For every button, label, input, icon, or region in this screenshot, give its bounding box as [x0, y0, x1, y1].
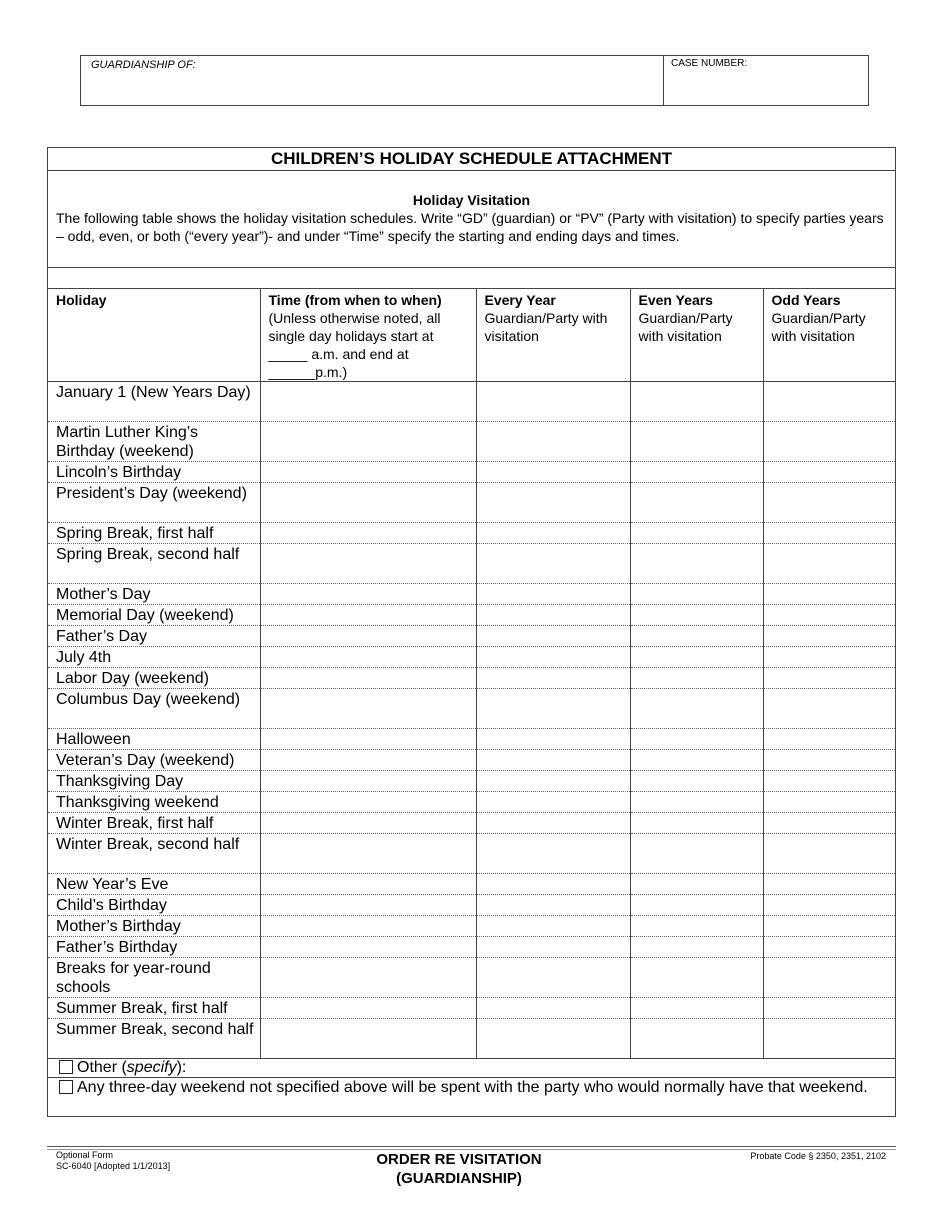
time-cell[interactable]: [260, 916, 476, 937]
holiday-label: Child’s Birthday: [48, 895, 260, 916]
odd-years-cell[interactable]: [763, 729, 895, 750]
every-year-cell[interactable]: [476, 668, 630, 689]
even-years-cell[interactable]: [630, 916, 763, 937]
table-row: [48, 1019, 895, 1059]
every-year-cell[interactable]: [476, 916, 630, 937]
odd-years-cell[interactable]: [763, 895, 895, 916]
even-years-cell[interactable]: [630, 813, 763, 834]
time-cell[interactable]: [260, 1019, 476, 1059]
even-years-cell[interactable]: [630, 689, 763, 729]
every-year-cell[interactable]: [476, 523, 630, 544]
even-years-cell[interactable]: [630, 382, 763, 422]
time-cell[interactable]: [260, 422, 476, 462]
table-row: [48, 605, 895, 626]
table-row: [48, 523, 895, 544]
holiday-label: Winter Break, first half: [48, 813, 260, 834]
odd-years-cell[interactable]: [763, 958, 895, 998]
time-cell[interactable]: [260, 998, 476, 1019]
even-years-cell[interactable]: [630, 544, 763, 584]
even-years-cell[interactable]: [630, 958, 763, 998]
every-year-cell[interactable]: [476, 792, 630, 813]
odd-years-cell[interactable]: [763, 605, 895, 626]
holiday-label: Lincoln’s Birthday: [48, 462, 260, 483]
holiday-label: President’s Day (weekend): [48, 483, 260, 523]
time-cell[interactable]: [260, 937, 476, 958]
every-year-cell[interactable]: [476, 462, 630, 483]
holiday-label: Memorial Day (weekend): [48, 605, 260, 626]
every-year-cell[interactable]: [476, 958, 630, 998]
other-label: Other (specify):: [77, 1059, 187, 1076]
holiday-label: Thanksgiving weekend: [48, 792, 260, 813]
every-year-cell[interactable]: [476, 626, 630, 647]
even-years-cell[interactable]: [630, 1019, 763, 1059]
even-years-cell[interactable]: [630, 729, 763, 750]
every-year-cell[interactable]: [476, 937, 630, 958]
time-cell[interactable]: [260, 668, 476, 689]
caption-box: [80, 55, 869, 106]
every-year-cell[interactable]: [476, 813, 630, 834]
holiday-label: Father’s Birthday: [48, 937, 260, 958]
odd-years-cell[interactable]: [763, 792, 895, 813]
table-row: [48, 895, 895, 916]
table-row: [48, 874, 895, 895]
odd-years-cell[interactable]: [763, 750, 895, 771]
schedule-form: [47, 147, 896, 1117]
even-years-cell[interactable]: [630, 422, 763, 462]
other-checkbox[interactable]: [59, 1060, 73, 1074]
table-row: [48, 647, 895, 668]
odd-years-cell[interactable]: [763, 771, 895, 792]
table-row: [48, 813, 895, 834]
every-year-cell[interactable]: [476, 605, 630, 626]
holiday-label: Labor Day (weekend): [48, 668, 260, 689]
holiday-label: Breaks for year-round schools: [48, 958, 260, 998]
even-years-cell[interactable]: [630, 937, 763, 958]
even-years-cell[interactable]: [630, 771, 763, 792]
every-year-cell[interactable]: [476, 483, 630, 523]
time-cell[interactable]: [260, 483, 476, 523]
form-title: CHILDREN’S HOLIDAY SCHEDULE ATTACHMENT: [48, 148, 895, 171]
holiday-label: Spring Break, first half: [48, 523, 260, 544]
every-year-cell[interactable]: [476, 382, 630, 422]
time-cell[interactable]: [260, 605, 476, 626]
time-cell[interactable]: [260, 771, 476, 792]
table-header-row: [48, 289, 895, 382]
odd-years-cell[interactable]: [763, 523, 895, 544]
time-cell[interactable]: [260, 895, 476, 916]
even-years-cell[interactable]: [630, 605, 763, 626]
holiday-label: Mother’s Day: [48, 584, 260, 605]
even-years-cell[interactable]: [630, 750, 763, 771]
even-years-cell[interactable]: [630, 792, 763, 813]
even-years-cell[interactable]: [630, 483, 763, 523]
divider: [48, 267, 895, 268]
table-row: [48, 584, 895, 605]
every-year-cell[interactable]: [476, 771, 630, 792]
three-day-checkbox[interactable]: [59, 1080, 73, 1094]
odd-years-cell[interactable]: [763, 813, 895, 834]
case-number-label: CASE NUMBER:: [671, 58, 748, 69]
time-cell[interactable]: [260, 382, 476, 422]
table-row: [48, 544, 895, 584]
time-cell[interactable]: [260, 834, 476, 874]
time-cell[interactable]: [260, 523, 476, 544]
even-years-cell[interactable]: [630, 998, 763, 1019]
time-cell[interactable]: [260, 647, 476, 668]
table-row: [48, 626, 895, 647]
odd-years-cell[interactable]: [763, 834, 895, 874]
odd-years-cell[interactable]: [763, 422, 895, 462]
holiday-label: January 1 (New Years Day): [48, 382, 260, 422]
other-row: [48, 1058, 895, 1078]
table-row: [48, 937, 895, 958]
column-header: Time (from when to when) (Unless otherwise noted, all single day holidays start at _____ a.m. and end at ______p.m.): [260, 289, 476, 382]
odd-years-cell[interactable]: [763, 462, 895, 483]
every-year-cell[interactable]: [476, 834, 630, 874]
column-header: Holiday: [48, 289, 260, 382]
holiday-label: July 4th: [48, 647, 260, 668]
even-years-cell[interactable]: [630, 668, 763, 689]
holiday-label: Father’s Day: [48, 626, 260, 647]
table-row: [48, 462, 895, 483]
even-years-cell[interactable]: [630, 874, 763, 895]
guardianship-label: GUARDIANSHIP OF:: [91, 59, 196, 71]
table-row: [48, 916, 895, 937]
odd-years-cell[interactable]: [763, 483, 895, 523]
time-cell[interactable]: [260, 813, 476, 834]
odd-years-cell[interactable]: [763, 647, 895, 668]
holiday-label: Columbus Day (weekend): [48, 689, 260, 729]
odd-years-cell[interactable]: [763, 626, 895, 647]
odd-years-cell[interactable]: [763, 874, 895, 895]
odd-years-cell[interactable]: [763, 1019, 895, 1059]
holiday-label: Veteran’s Day (weekend): [48, 750, 260, 771]
even-years-cell[interactable]: [630, 584, 763, 605]
form-number: Optional Form SC-6040 [Adopted 1/1/2013]: [56, 1150, 171, 1171]
table-row: [48, 771, 895, 792]
holiday-label: Winter Break, second half: [48, 834, 260, 874]
odd-years-cell[interactable]: [763, 998, 895, 1019]
every-year-cell[interactable]: [476, 689, 630, 729]
every-year-cell[interactable]: [476, 647, 630, 668]
section-heading: Holiday Visitation: [412, 192, 531, 208]
table-row: [48, 792, 895, 813]
even-years-cell[interactable]: [630, 462, 763, 483]
time-cell[interactable]: [260, 544, 476, 584]
column-header: Every Year Guardian/Party with visitation: [476, 289, 630, 382]
footer-title: ORDER RE VISITATION (GUARDIANSHIP): [376, 1151, 542, 1187]
column-header: Odd Years Guardian/Party with visitation: [763, 289, 895, 382]
table-row: [48, 998, 895, 1019]
even-years-cell[interactable]: [630, 647, 763, 668]
holiday-label: Thanksgiving Day: [48, 771, 260, 792]
guardianship-field[interactable]: [81, 56, 664, 105]
even-years-cell[interactable]: [630, 834, 763, 874]
table-row: [48, 834, 895, 874]
odd-years-cell[interactable]: [763, 668, 895, 689]
table-row: [48, 958, 895, 998]
odd-years-cell[interactable]: [763, 382, 895, 422]
time-cell[interactable]: [260, 792, 476, 813]
odd-years-cell[interactable]: [763, 689, 895, 729]
odd-years-cell[interactable]: [763, 544, 895, 584]
holiday-label: Spring Break, second half: [48, 544, 260, 584]
time-cell[interactable]: [260, 874, 476, 895]
every-year-cell[interactable]: [476, 729, 630, 750]
odd-years-cell[interactable]: [763, 584, 895, 605]
every-year-cell[interactable]: [476, 895, 630, 916]
probate-code: Probate Code § 2350, 2351, 2102: [750, 1151, 886, 1161]
even-years-cell[interactable]: [630, 523, 763, 544]
every-year-cell[interactable]: [476, 1019, 630, 1059]
every-year-cell[interactable]: [476, 544, 630, 584]
every-year-cell[interactable]: [476, 874, 630, 895]
table-row: [48, 750, 895, 771]
time-cell[interactable]: [260, 729, 476, 750]
every-year-cell[interactable]: [476, 422, 630, 462]
holiday-label: New Year’s Eve: [48, 874, 260, 895]
time-cell[interactable]: [260, 584, 476, 605]
three-day-label: Any three-day weekend not specified above will be spent with the party who would normally have that weekend.: [77, 1079, 868, 1096]
time-cell[interactable]: [260, 689, 476, 729]
three-day-row: [48, 1078, 895, 1098]
table-row: [48, 382, 895, 422]
time-cell[interactable]: [260, 958, 476, 998]
holiday-label: Halloween: [48, 729, 260, 750]
table-body: [48, 382, 895, 1059]
every-year-cell[interactable]: [476, 998, 630, 1019]
table-row: [48, 483, 895, 523]
time-cell[interactable]: [260, 750, 476, 771]
odd-years-cell[interactable]: [763, 916, 895, 937]
holiday-label: Mother’s Birthday: [48, 916, 260, 937]
holiday-table: [48, 289, 895, 1059]
column-header: Even Years Guardian/Party with visitation: [630, 289, 763, 382]
odd-years-cell[interactable]: [763, 937, 895, 958]
table-row: [48, 422, 895, 462]
table-row: [48, 689, 895, 729]
every-year-cell[interactable]: [476, 750, 630, 771]
holiday-label: Martin Luther King’s Birthday (weekend): [48, 422, 260, 462]
instructions-text: The following table shows the holiday visitation schedules. Write “GD” (guardian) or “PV” (Party with visitation) to specify parties years – odd, even, or both (“every year”)- and under “Time” specify the starting and ending days and times.: [56, 210, 884, 244]
even-years-cell[interactable]: [630, 626, 763, 647]
time-cell[interactable]: [260, 626, 476, 647]
table-row: [48, 668, 895, 689]
footer-rule: [47, 1146, 896, 1147]
even-years-cell[interactable]: [630, 895, 763, 916]
holiday-label: Summer Break, first half: [48, 998, 260, 1019]
time-cell[interactable]: [260, 462, 476, 483]
table-row: [48, 729, 895, 750]
every-year-cell[interactable]: [476, 584, 630, 605]
holiday-label: Summer Break, second half: [48, 1019, 260, 1059]
